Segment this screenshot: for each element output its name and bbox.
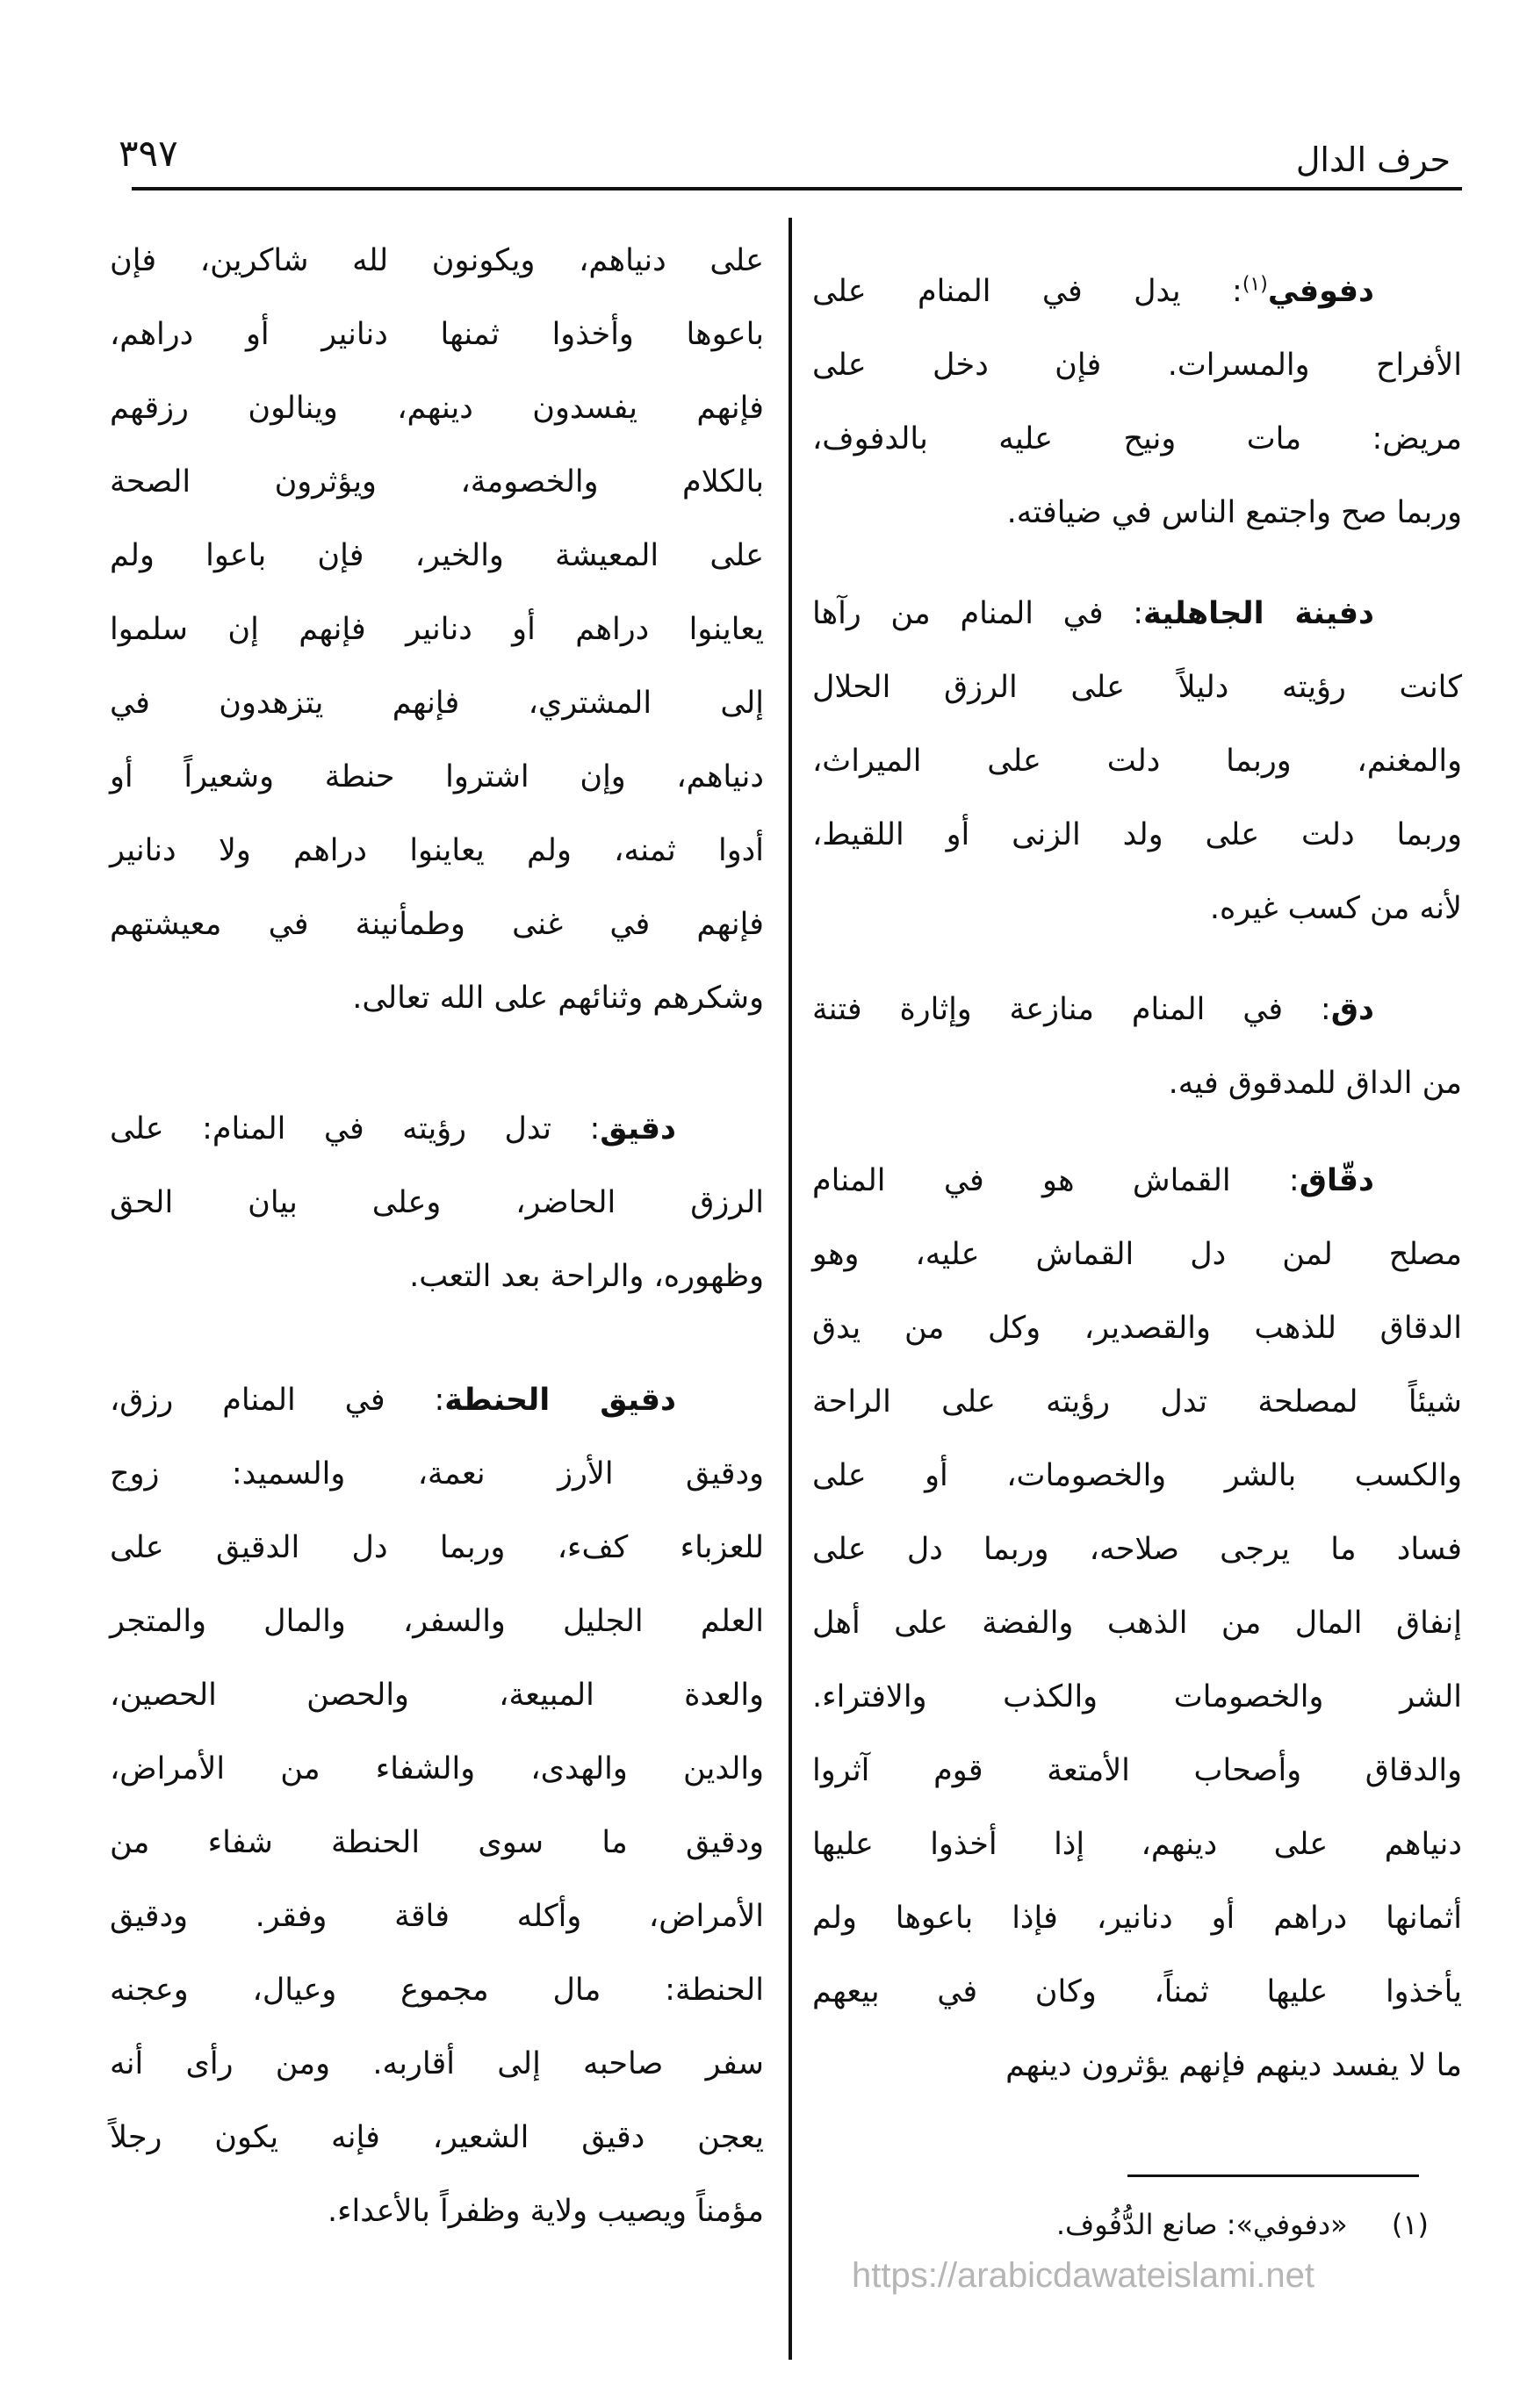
entry-headword: دق [1330,992,1374,1027]
text-line [110,1240,764,1313]
text-line [812,577,1462,651]
line-text: بالكلام والخصومة، ويؤثرون الصحة [110,464,764,500]
line-text: باعوها وأخذوا ثمنها دنانير أو دراهم، [110,317,764,352]
text-line [812,1046,1462,1120]
line-text: ودقيق الأرز نعمة، والسميد: زوج [110,1456,764,1492]
column-divider [789,218,792,2360]
entry-headword: دفوفي [1267,274,1374,309]
text-line [812,1808,1462,1881]
line-text: من الداق للمدقوق فيه. [1168,1066,1462,1101]
entry-headword: دقّاق [1299,1163,1374,1198]
line-text: : في المنام رزق، [110,1383,445,1418]
page-number: ٣٩٧ [119,132,178,175]
line-text: : في المنام من رآها [812,596,1144,631]
text-line [110,371,764,445]
line-text: الرزق الحاضر، وعلى بيان الحق [110,1185,764,1220]
line-text: الأفراح والمسرات. فإن دخل على [812,348,1462,383]
text-line [812,1144,1462,1218]
line-text: فإنهم في غنى وطمأنينة في معيشتهم [110,907,764,942]
text-line [110,814,764,888]
line-text: الحنطة: مال مجموع وعيال، وعجنه [110,1973,764,2008]
line-text: مؤمناً ويصيب ولاية وظفراً بالأعداء. [327,2194,764,2229]
line-text: مريض: مات ونيح عليه بالدفوف، [812,421,1462,456]
line-text: على دنياهم، ويكونون لله شاكرين، فإن [110,243,764,278]
text-line [812,402,1462,476]
line-text: والمغنم، وربما دلت على الميراث، [812,744,1462,779]
entry-paragraph [812,577,1462,945]
text-line [110,1806,764,1880]
text-line [110,888,764,961]
text-line [812,872,1462,945]
line-text: دنياهم على دينهم، إذا أخذوا عليها [812,1827,1462,1862]
entry-headword: دقيق [600,1111,676,1146]
line-text: وظهوره، والراحة بعد التعب. [409,1259,764,1294]
line-text: فساد ما يرجى صلاحه، وربما دل على [812,1532,1462,1567]
footnote-rule [1127,2174,1419,2177]
entry-headword: دقيق الحنطة [444,1383,676,1418]
line-text: دنياهم، وإن اشتروا حنطة وشعيراً أو [110,759,764,794]
line-text: : في المنام منازعة وإثارة فتنة [812,992,1331,1027]
entry-paragraph [110,1363,764,2248]
text-line [110,1953,764,2027]
text-line [110,445,764,519]
line-text: وربما دلت على ولد الزنى أو اللقيط، [812,817,1462,852]
text-line [110,1658,764,1732]
line-text: : يدل في المنام على [812,274,1242,309]
watermark-url: https://arabicdawateislami.net [852,2256,1314,2295]
header-rule [132,187,1462,190]
line-text: يعجن دقيق الشعير، فإنه يكون رجلاً [110,2120,764,2155]
text-line [110,593,764,666]
line-text: الدقاق للذهب والقصدير، وكل من يدق [812,1311,1462,1346]
text-line [110,666,764,740]
footnote-reference[interactable]: (١) [1242,273,1268,296]
text-line [110,1511,764,1585]
line-text: يأخذوا عليها ثمناً، وكان في بيعهم [812,1974,1462,2009]
line-text: العلم الجليل والسفر، والمال والمتجر [110,1604,764,1639]
entry-paragraph [110,1092,764,1313]
text-line [110,1732,764,1806]
text-line [812,1218,1462,1291]
text-line [812,2029,1462,2103]
text-line [812,798,1462,872]
entry-paragraph [812,973,1462,1120]
line-text: شيئاً لمصلحة تدل رؤيته على الراحة [812,1384,1462,1420]
text-line [812,1291,1462,1365]
line-text: يعاينوا دراهم أو دنانير فإنهم إن سلموا [110,612,764,647]
text-line [110,224,764,298]
text-line [110,298,764,371]
line-text: : تدل رؤيته في المنام: على [110,1111,601,1146]
line-text: ودقيق ما سوى الحنطة شفاء من [110,1825,764,1860]
line-text: للعزباء كفء، وربما دل الدقيق على [110,1530,764,1565]
line-text: والدين والهدى، والشفاء من الأمراض، [110,1751,764,1786]
text-line [110,961,764,1035]
text-line [812,1734,1462,1808]
line-text: والكسب بالشر والخصومات، أو على [812,1458,1462,1493]
text-line [110,1363,764,1437]
footnote [1056,2208,1429,2241]
footnote-text: «دفوفي»: صانع الدُّفُوف. [1055,2208,1348,2241]
line-text: ما لا يفسد دينهم فإنهم يؤثرون دينهم [1005,2048,1462,2083]
text-line [110,1880,764,1953]
text-line [110,1437,764,1511]
line-text: لأنه من كسب غيره. [1209,891,1462,926]
text-line [812,651,1462,724]
text-line [812,328,1462,402]
footnote-number: (١) [1391,2208,1429,2241]
text-line [812,476,1462,550]
text-line [812,1955,1462,2029]
entry-headword: دفينة الجاهلية [1143,596,1374,631]
text-line [812,255,1462,328]
text-line [110,740,764,814]
line-text: : القماش هو في المنام [812,1163,1300,1198]
line-text: فإنهم يفسدون دينهم، وينالون رزقهم [110,391,764,426]
text-line [812,724,1462,798]
text-line [812,1881,1462,1955]
entry-paragraph [812,1144,1462,2103]
text-line [110,2101,764,2174]
line-text: الأمراض، وأكله فاقة وفقر. ودقيق [110,1899,764,1934]
line-text: كانت رؤيته دليلاً على الرزق الحلال [812,670,1462,705]
text-line [812,1365,1462,1439]
line-text: وربما صح واجتمع الناس في ضيافته. [1006,495,1462,530]
chapter-title: حرف الدال [1295,140,1451,179]
text-line [812,1586,1462,1660]
text-line [110,1166,764,1240]
line-text: إلى المشتري، فإنهم يتزهدون في [110,686,764,721]
text-line [110,1092,764,1166]
text-line [110,2174,764,2248]
text-line [812,1513,1462,1586]
line-text: وشكرهم وثنائهم على الله تعالى. [352,981,764,1016]
text-line [110,1585,764,1658]
line-text: أدوا ثمنه، ولم يعاينوا دراهم ولا دنانير [110,833,764,868]
text-line [812,1439,1462,1513]
text-line [110,519,764,593]
line-text: أثمانها دراهم أو دنانير، فإذا باعوها ولم [812,1901,1462,1936]
text-line [110,2027,764,2101]
text-line [812,973,1462,1046]
line-text: سفر صاحبه إلى أقاربه. ومن رأى أنه [110,2046,764,2081]
line-text: على المعيشة والخير، فإن باعوا ولم [110,538,764,573]
line-text: والعدة المبيعة، والحصن الحصين، [110,1678,764,1713]
line-text: إنفاق المال من الذهب والفضة على أهل [812,1606,1462,1641]
entry-paragraph [812,255,1462,550]
line-text: والدقاق وأصحاب الأمتعة قوم آثروا [812,1753,1462,1788]
text-line [812,1660,1462,1734]
entry-paragraph [110,224,764,1035]
line-text: مصلح لمن دل القماش عليه، وهو [812,1237,1462,1272]
line-text: الشر والخصومات والكذب والافتراء. [812,1679,1462,1714]
